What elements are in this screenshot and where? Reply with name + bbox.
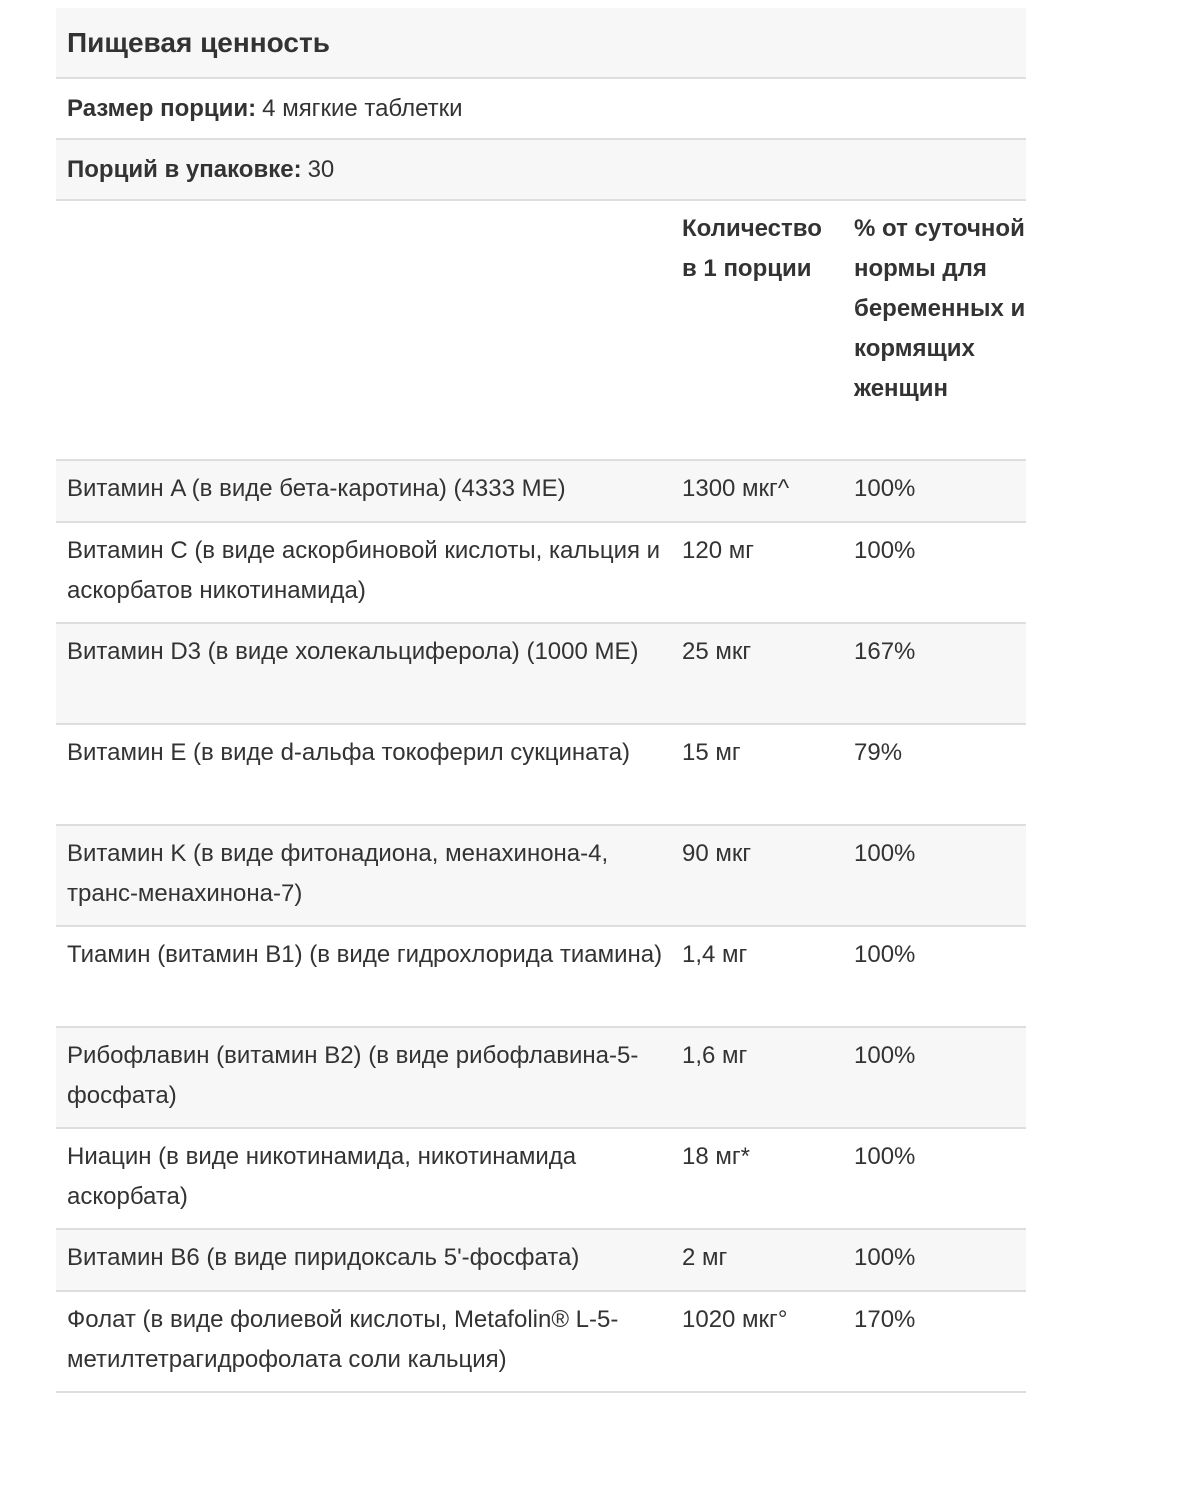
nutrient-amount: 18 мг* — [682, 1143, 750, 1170]
nutrient-daily-value: 100% — [854, 1042, 916, 1069]
nutrient-name: Рибофлавин (витамин B2) (в виде рибофлавина-5-фосфата) — [67, 1042, 639, 1109]
nutrient-amount: 1300 мкг^ — [682, 475, 790, 502]
nutrient-amount: 120 мг — [682, 537, 754, 564]
nutrient-daily-value: 100% — [854, 1143, 916, 1170]
nutrient-amount: 1020 мкг° — [682, 1306, 788, 1333]
nutrient-daily-value: 100% — [854, 537, 916, 564]
amount-column-header: Количество в 1 порции — [682, 215, 822, 282]
nutrient-amount: 1,4 мг — [682, 941, 748, 968]
nutrient-amount: 2 мг — [682, 1244, 728, 1271]
column-header-row — [56, 201, 1026, 461]
nutrient-column-header — [56, 209, 670, 459]
table-row — [56, 725, 1026, 826]
nutrient-name: Витамин E (в виде d-альфа токоферил сукцината) — [67, 739, 631, 766]
nutrient-daily-value: 79% — [854, 739, 903, 766]
nutrient-daily-value: 100% — [854, 475, 916, 502]
table-row — [56, 826, 1026, 927]
serving-size-row — [56, 79, 1026, 140]
table-row — [56, 461, 1026, 523]
nutrient-name: Тиамин (витамин B1) (в виде гидрохлорида тиамина) — [67, 941, 663, 968]
nutrient-amount: 25 мкг — [682, 638, 752, 665]
nutrient-daily-value: 100% — [854, 840, 916, 867]
servings-value: 30 — [307, 155, 335, 183]
nutrient-daily-value: 100% — [854, 1244, 916, 1271]
nutrient-name: Витамин C (в виде аскорбиновой кислоты, кальция и аскорбатов никотинамида) — [67, 537, 661, 604]
nutrient-amount: 90 мкг — [682, 840, 752, 867]
nutrient-name: Витамин B6 (в виде пиридоксаль 5'-фосфата) — [67, 1244, 580, 1271]
serving-size-value: 4 мягкие таблетки — [262, 94, 463, 122]
nutrient-daily-value: 100% — [854, 941, 916, 968]
nutrient-amount: 1,6 мг — [682, 1042, 748, 1069]
table-row — [56, 1028, 1026, 1129]
table-row — [56, 1129, 1026, 1230]
nutrient-name: Фолат (в виде фолиевой кислоты, Metafolin® L-5-метилтетрагидрофолата соли кальция) — [67, 1306, 619, 1373]
nutrient-daily-value: 167% — [854, 638, 916, 665]
nutrient-name: Витамин D3 (в виде холекальциферола) (1000 МЕ) — [67, 638, 639, 665]
serving-size-label: Размер порции: — [67, 94, 257, 122]
table-row — [56, 523, 1026, 624]
nutrient-name: Витамин K (в виде фитонадиона, менахинона-4, транс-менахинона-7) — [67, 840, 609, 907]
table-row — [56, 624, 1026, 725]
servings-label: Порций в упаковке: — [67, 155, 302, 183]
table-header — [56, 8, 1026, 79]
table-row — [56, 1230, 1026, 1292]
nutrition-facts-table — [56, 8, 1026, 1393]
nutrient-daily-value: 170% — [854, 1306, 916, 1333]
nutrient-name: Ниацин (в виде никотинамида, никотинамида аскорбата) — [67, 1143, 577, 1210]
table-row — [56, 927, 1026, 1028]
daily-value-column-header: % от суточной нормы для беременных и кормящих женщин — [854, 215, 1026, 402]
table-title: Пищевая ценность — [67, 26, 330, 58]
nutrient-amount: 15 мг — [682, 739, 741, 766]
servings-per-container-row — [56, 140, 1026, 201]
table-row — [56, 1292, 1026, 1393]
nutrient-name: Витамин A (в виде бета-каротина) (4333 МЕ) — [67, 475, 566, 502]
